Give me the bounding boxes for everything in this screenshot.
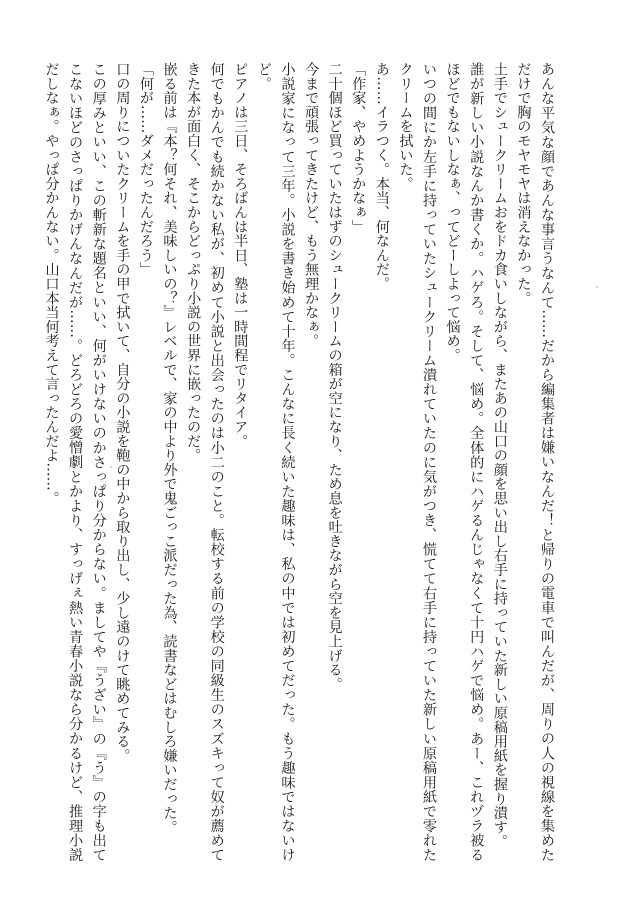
paragraph: 今まで頑張ってきたけど、もう無理かなぁ。: [303, 62, 320, 348]
paragraph: 小説家になって三年。小説を書き始めて十年。こんなに長く続いた趣味は、私の中では初めてだった。もう趣味ではないけど。: [255, 62, 296, 862]
paragraph: 「作家、やめようかなぁ」: [350, 62, 367, 234]
paragraph: ピアノは三日、そろばんは半日、塾は一時間程でリタイア。: [232, 62, 249, 449]
paragraph: 「何が……ダメだったんだろう」: [137, 62, 154, 277]
paragraph: 二十個ほど買っていたはずのシュークリームの箱が空になり、ため息を吐きながら空を見上げる。: [326, 62, 343, 692]
paragraph: いつの間にか左手に持っていたシュークリーム潰れていたのに気がつき、慌てて右手に持っていた新しい原稿用紙で零れたクリームを拭いた。: [397, 62, 438, 862]
paragraph: 土手でシュークリームおをドカ食いしながら、またあの山口の顔を思い出し右手に持っていた新しい原稿用紙を握り潰す。: [491, 62, 508, 849]
paragraph: この厚みといい、この斬新な題名といい、何がいけないのかさっぱり分からない。ましてや『うざい』の『う』の字も出てこないほどのさっぱりかげんなんだが……。どろどろの愛憎劇とかより、すっげぇ熱い青春小説なら分かるけど、推理小説だしなぁ。やっぱ分かんない。山口本当何考えて言ったんだよ……。: [43, 62, 107, 862]
paragraph: 口の周りについたクリームを手の甲で拭いて、自分の小説を鞄の中から取り出し、少し遠のけて眺めてみる。: [114, 62, 131, 763]
scan-speck: [110, 466, 112, 468]
paragraph: 何でもかんでも続かない私が、初めて小説と出会ったのは小二のこと。転校する前の学校の同級生のスズキって奴が薦めてきた本が面白く、そこからどっぷり小説の世界に嵌ったのだ。: [185, 62, 225, 862]
scan-speck: [596, 286, 598, 288]
paragraph: 誰が新しい小説なんか書くか。ハゲろ。そして、悩め。全体的にハゲるんじゃなくて十円ハゲで悩め。あー、これヅラ被るほどでもないしなぁ、ってどーしよって悩め。: [444, 62, 485, 862]
paragraph: あんな平気な顔であんな事言うなんて……だから編集者は嫌いなんだ！と帰りの電車で叫んだが、周りの人の視線を集めただけで胸のモヤモヤは消えなかった。: [515, 62, 555, 862]
paragraph: 嵌る前は『本？何それ、美味しいの？』レベルで、家の中より外で鬼ごっこ派だった為、読書などはむしろ嫌いだった。: [161, 62, 178, 835]
novel-text-vertical: [43, 62, 558, 862]
paragraph: あ……イラつく。本当、何なんだ。: [373, 62, 390, 291]
